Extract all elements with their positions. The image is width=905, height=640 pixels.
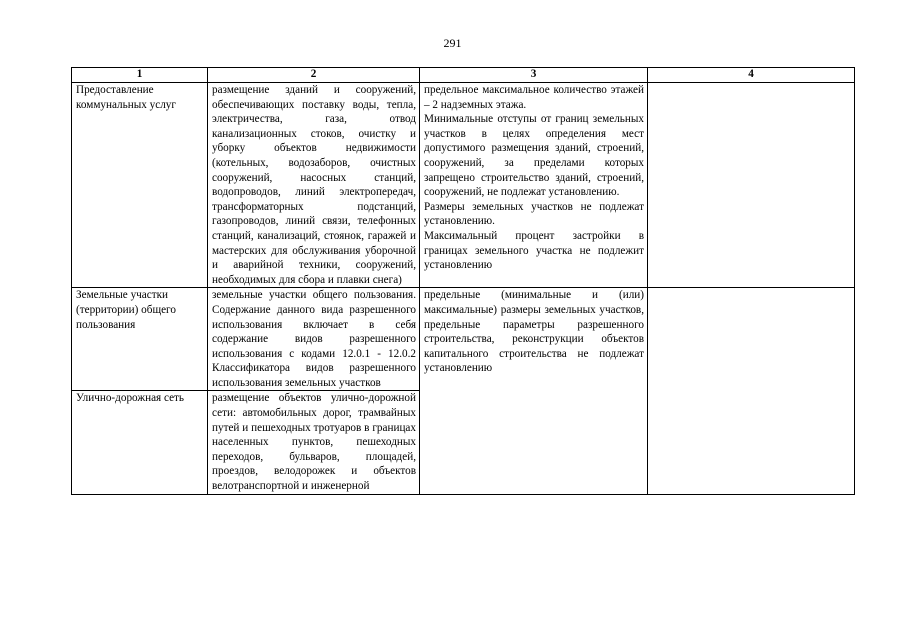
column-header-4: 4 [648,68,855,83]
table-row [72,288,855,391]
parameters-paragraph: Максимальный процент застройки в границах земельного участка не подлежит установлению [424,229,644,272]
parameters-paragraph: Размеры земельных участков не подлежат установлению. [424,200,644,228]
parameters-cell [420,83,648,288]
column-header-1: 1 [72,68,208,83]
parameters-paragraph: предельные (минимальные и (или) максимальные) размеры земельных участков, предельные параметры разрешенного строительства, реконструкции объектов капитального строительства не подлежат установлению [424,289,644,375]
use-type-name: Предоставление коммунальных услуг [72,83,208,288]
regulations-table [71,67,855,495]
use-type-description: размещение объектов улично-дорожной сети: автомобильных дорог, трамвайных путей и пешеходных тротуаров в границах населенных пунктов, пешеходных переходов, бульваров, площадей, проездов, велодорожек и объектов велотранспортной и инженерной [208,391,420,494]
parameters-paragraph: Минимальные отступы от границ земельных участков в целях определения мест допустимого размещения зданий, строений, сооружений, за пределами которых запрещено строительство зданий, строений, сооружений, не подлежат установлению. [424,113,644,199]
notes-cell [648,288,855,494]
use-type-name: Улично-дорожная сеть [72,391,208,494]
use-type-name: Земельные участки (территории) общего пользования [72,288,208,391]
column-header-2: 2 [208,68,420,83]
parameters-cell [420,288,648,494]
use-type-description: размещение зданий и сооружений, обеспечивающих поставку воды, тепла, электричества, газа, отвод канализационных стоков, очистку и уборку объектов недвижимости (котельных, водозаборов, очистных сооружений, насосных станций, водопроводов, линий электропередач, трансформаторных подстанций, газопроводов, линий связи, телефонных станций, канализаций, стоянок, гаражей и мастерских для обслуживания уборочной и аварийной техники, сооружений, необходимых для сбора и плавки снега) [208,83,420,288]
parameters-paragraph: предельное максимальное количество этажей – 2 надземных этажа. [424,84,644,111]
table-row [72,83,855,288]
use-type-description: земельные участки общего пользования. Содержание данного вида разрешенного использования включает в себя содержание видов разрешенного использования с кодами 12.0.1 - 12.0.2 Классификатора видов разрешенного использования земельных участков [208,288,420,391]
notes-cell [648,83,855,288]
table-header-row [72,68,855,83]
column-header-3: 3 [420,68,648,83]
page-number: 291 [443,36,462,50]
